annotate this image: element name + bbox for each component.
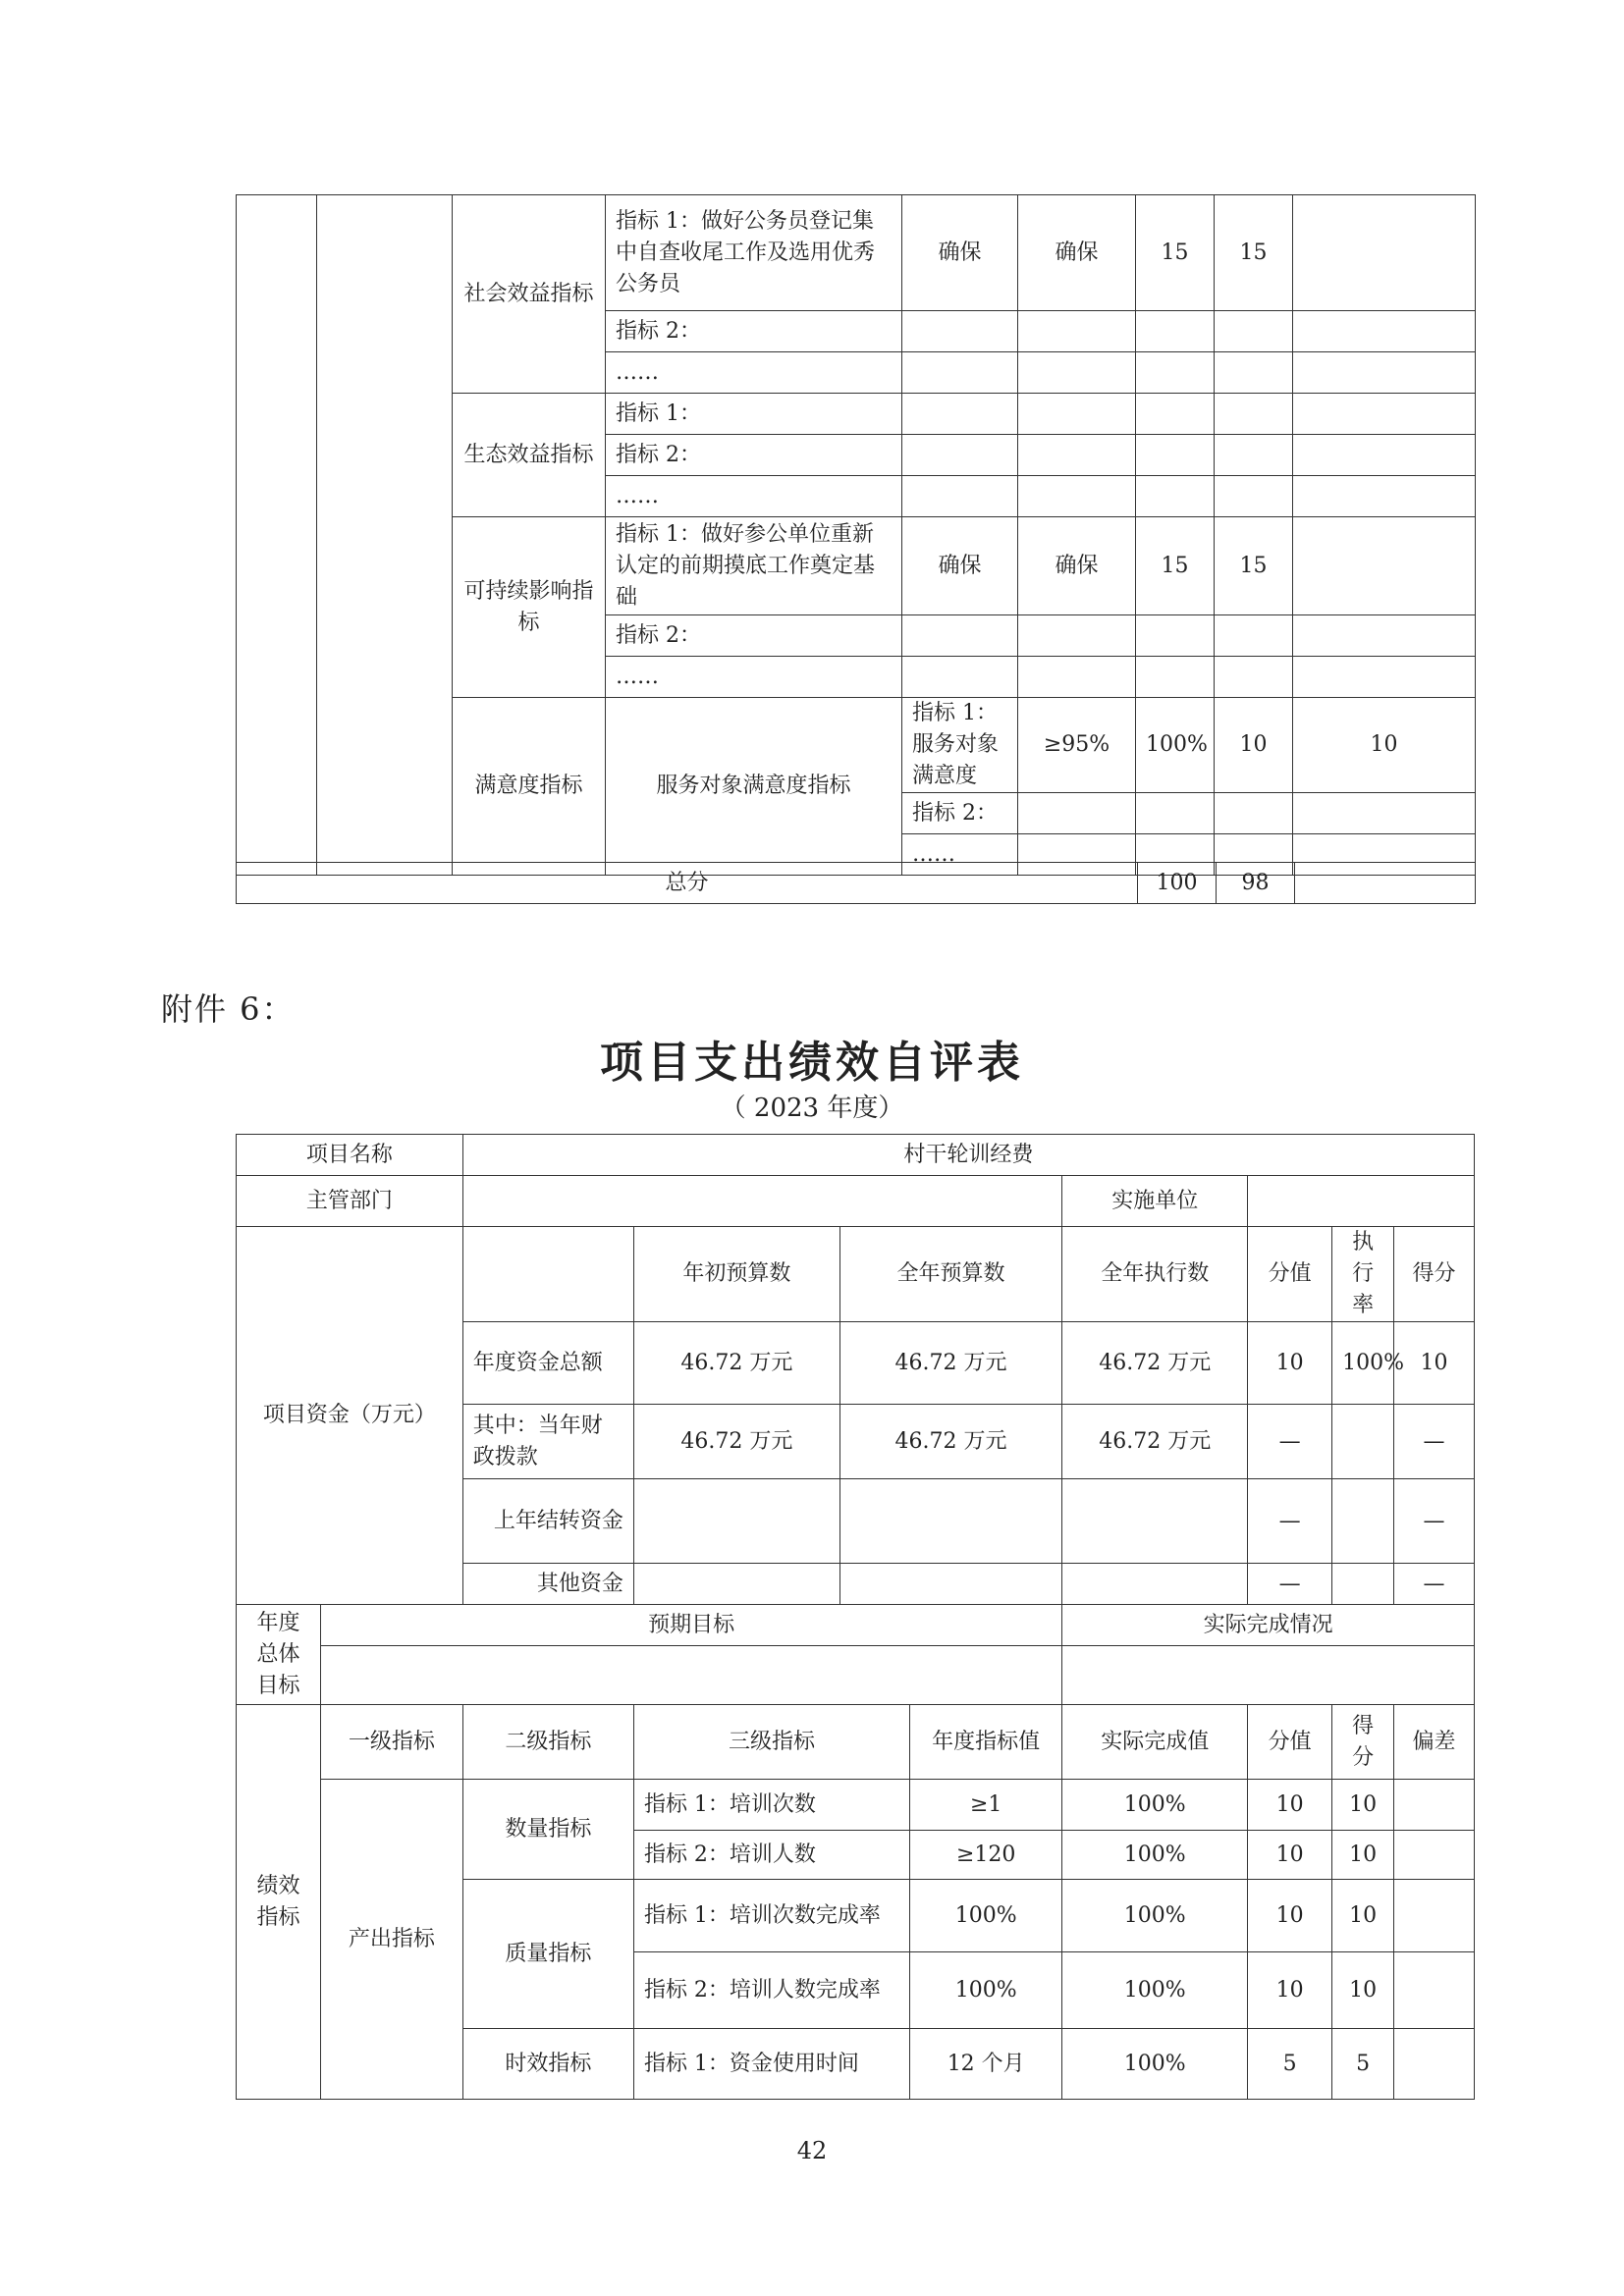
score xyxy=(1215,657,1293,698)
score: 15 xyxy=(1215,195,1293,311)
total-row-table xyxy=(236,862,1476,904)
score-value xyxy=(1136,476,1215,517)
full-value xyxy=(839,1564,1062,1605)
attachment-label: 附件 6： xyxy=(161,990,296,1028)
score: 15 xyxy=(1215,517,1293,615)
target-value: ≥95% xyxy=(1018,698,1136,793)
score-value: 15 xyxy=(1136,517,1215,615)
exec-value xyxy=(1062,1479,1248,1564)
score: 10 xyxy=(1394,1322,1475,1405)
indicator-text: 指标 1：资金使用时间 xyxy=(633,2029,909,2100)
form-title: 项目支出绩效自评表 xyxy=(600,1038,1024,1088)
header-level2: 二级指标 xyxy=(462,1705,633,1780)
indicator-text: 指标 2： xyxy=(606,435,902,476)
score-value: 10 xyxy=(1248,1952,1332,2029)
level1-cell xyxy=(317,195,453,876)
score xyxy=(1215,311,1293,352)
performance-table-continuation xyxy=(236,194,1476,876)
eco-benefit-label: 生态效益指标 xyxy=(453,394,606,517)
deviation xyxy=(1394,1831,1475,1880)
score-value xyxy=(1136,615,1215,657)
score: 10 xyxy=(1332,1880,1394,1952)
indicator-text: …… xyxy=(606,476,902,517)
goals-actual-value xyxy=(1062,1646,1475,1705)
actual-value: 100% xyxy=(1136,698,1215,793)
sustainable-label: 可持续影响指标 xyxy=(453,517,606,698)
indicator-text: 指标 1：培训次数 xyxy=(633,1780,909,1831)
deviation xyxy=(1293,311,1476,352)
header-full-budget: 全年预算数 xyxy=(839,1227,1062,1322)
actual-value: 确保 xyxy=(1018,517,1136,615)
score: — xyxy=(1394,1564,1475,1605)
page-number: 42 xyxy=(796,2137,828,2164)
deviation xyxy=(1293,435,1476,476)
funds-header-blank xyxy=(462,1227,633,1322)
deviation xyxy=(1293,657,1476,698)
target-value xyxy=(902,394,1018,435)
score-value: — xyxy=(1248,1405,1332,1479)
goals-actual-header: 实际完成情况 xyxy=(1062,1605,1475,1646)
total-label: 总分 xyxy=(237,863,1138,904)
indicator-text: 指标 1：培训次数完成率 xyxy=(633,1880,909,1952)
score-value xyxy=(1136,435,1215,476)
social-benefit-label: 社会效益指标 xyxy=(453,195,606,394)
funds-row-label: 上年结转资金 xyxy=(462,1479,633,1564)
dept-value xyxy=(462,1176,1062,1227)
target-value xyxy=(902,615,1018,657)
initial-value: 46.72 万元 xyxy=(633,1322,839,1405)
score: 10 xyxy=(1332,1831,1394,1880)
score xyxy=(1215,615,1293,657)
deviation xyxy=(1293,517,1476,615)
score xyxy=(1215,352,1293,394)
timeliness-label: 时效指标 xyxy=(462,2029,633,2100)
self-evaluation-form xyxy=(236,1134,1475,2100)
score-value: 10 xyxy=(1248,1880,1332,1952)
exec-value: 46.72 万元 xyxy=(1062,1405,1248,1479)
rate-value: 100% xyxy=(1332,1322,1394,1405)
exec-value: 46.72 万元 xyxy=(1062,1322,1248,1405)
score-value: 10 xyxy=(1248,1780,1332,1831)
indicator-text: 指标 2：培训人数 xyxy=(633,1831,909,1880)
score xyxy=(1215,435,1293,476)
indicator-text: …… xyxy=(606,657,902,698)
target-value: 100% xyxy=(910,1880,1062,1952)
header-target: 年度指标值 xyxy=(910,1705,1062,1780)
score: — xyxy=(1394,1405,1475,1479)
header-deviation: 偏差 xyxy=(1394,1705,1475,1780)
perf-label: 绩效指标 xyxy=(237,1705,321,2100)
deviation xyxy=(1394,1880,1475,1952)
target-value xyxy=(902,657,1018,698)
deviation xyxy=(1394,2029,1475,2100)
goals-label: 年度总体目标 xyxy=(237,1605,321,1705)
deviation xyxy=(1293,615,1476,657)
score-value xyxy=(1136,352,1215,394)
target-value: 确保 xyxy=(902,517,1018,615)
total-score: 98 xyxy=(1217,863,1295,904)
indicator-text: 指标 1：做好公务员登记集中自查收尾工作及选用优秀公务员 xyxy=(606,195,902,311)
score xyxy=(1293,793,1476,834)
deviation xyxy=(1293,394,1476,435)
actual-value xyxy=(1018,435,1136,476)
actual-value: 确保 xyxy=(1018,195,1136,311)
score xyxy=(1215,476,1293,517)
perf-level1: 产出指标 xyxy=(321,1780,463,2100)
impl-label: 实施单位 xyxy=(1062,1176,1248,1227)
score xyxy=(1215,394,1293,435)
empty-col1 xyxy=(237,195,317,876)
initial-value xyxy=(633,1564,839,1605)
score: 10 xyxy=(1332,1780,1394,1831)
score-value: 10 xyxy=(1248,1322,1332,1405)
indicator-text: 指标 1：做好参公单位重新认定的前期摸底工作奠定基础 xyxy=(606,517,902,615)
target-value: 确保 xyxy=(902,195,1018,311)
actual-value xyxy=(1018,352,1136,394)
actual-value: 100% xyxy=(1062,1831,1248,1880)
project-name-value: 村干轮训经费 xyxy=(462,1135,1474,1176)
target-value xyxy=(902,476,1018,517)
full-value xyxy=(839,1479,1062,1564)
quality-label: 质量指标 xyxy=(462,1880,633,2029)
score-value: 10 xyxy=(1215,698,1293,793)
deviation xyxy=(1394,1780,1475,1831)
indicator-text: 指标 1： xyxy=(606,394,902,435)
target-value xyxy=(902,311,1018,352)
actual-value xyxy=(1018,394,1136,435)
goals-expected-value xyxy=(321,1646,1062,1705)
header-score-value: 分值 xyxy=(1248,1705,1332,1780)
funds-row-label: 年度资金总额 xyxy=(462,1322,633,1405)
score: — xyxy=(1394,1479,1475,1564)
form-year: （ 2023 年度） xyxy=(720,1094,904,1123)
header-initial-budget: 年初预算数 xyxy=(633,1227,839,1322)
exec-value xyxy=(1062,1564,1248,1605)
actual-value: 100% xyxy=(1062,1780,1248,1831)
score: 5 xyxy=(1332,2029,1394,2100)
indicator-text: …… xyxy=(606,352,902,394)
target-value: 100% xyxy=(910,1952,1062,2029)
score-value xyxy=(1136,394,1215,435)
full-value: 46.72 万元 xyxy=(839,1322,1062,1405)
total-deviation xyxy=(1295,863,1476,904)
deviation xyxy=(1293,195,1476,311)
deviation xyxy=(1293,476,1476,517)
deviation xyxy=(1293,352,1476,394)
target-value: ≥1 xyxy=(910,1780,1062,1831)
score: 10 xyxy=(1293,698,1476,793)
indicator-text: 指标 2： xyxy=(606,615,902,657)
satisfaction-label: 服务对象满意度指标 xyxy=(606,698,902,876)
header-level3: 三级指标 xyxy=(633,1705,909,1780)
rate-value xyxy=(1332,1405,1394,1479)
header-score: 得分 xyxy=(1394,1227,1475,1322)
target-value: 12 个月 xyxy=(910,2029,1062,2100)
indicator-text: 指标 1：服务对象满意度 xyxy=(902,698,1018,793)
funds-label: 项目资金（万元） xyxy=(237,1227,463,1605)
indicator-text: 指标 2：培训人数完成率 xyxy=(633,1952,909,2029)
target-value xyxy=(902,435,1018,476)
indicator-text: 指标 2： xyxy=(902,793,1018,834)
score-value: 10 xyxy=(1248,1831,1332,1880)
satisfaction-level1: 满意度指标 xyxy=(453,698,606,876)
total-score-value: 100 xyxy=(1138,863,1217,904)
target-value: ≥120 xyxy=(910,1831,1062,1880)
actual-value: 100% xyxy=(1062,1952,1248,2029)
deviation xyxy=(1394,1952,1475,2029)
rate-value xyxy=(1332,1564,1394,1605)
rate-value xyxy=(1332,1479,1394,1564)
dept-label: 主管部门 xyxy=(237,1176,463,1227)
score-value: 5 xyxy=(1248,2029,1332,2100)
quantity-label: 数量指标 xyxy=(462,1780,633,1880)
score-value: 15 xyxy=(1136,195,1215,311)
target-value xyxy=(902,352,1018,394)
score-value: — xyxy=(1248,1564,1332,1605)
project-name-label: 项目名称 xyxy=(237,1135,463,1176)
actual-value xyxy=(1136,793,1215,834)
actual-value xyxy=(1018,311,1136,352)
score: 10 xyxy=(1332,1952,1394,2029)
indicator-text: …… xyxy=(902,834,1018,876)
full-value: 46.72 万元 xyxy=(839,1405,1062,1479)
impl-value xyxy=(1248,1176,1475,1227)
actual-value xyxy=(1018,657,1136,698)
actual-value: 100% xyxy=(1062,1880,1248,1952)
score-value xyxy=(1215,793,1293,834)
header-level1: 一级指标 xyxy=(321,1705,463,1780)
score-value xyxy=(1136,311,1215,352)
target-value xyxy=(1018,793,1136,834)
actual-value xyxy=(1018,615,1136,657)
initial-value xyxy=(633,1479,839,1564)
actual-value: 100% xyxy=(1062,2029,1248,2100)
funds-row-label: 其他资金 xyxy=(462,1564,633,1605)
initial-value: 46.72 万元 xyxy=(633,1405,839,1479)
actual-value xyxy=(1018,476,1136,517)
indicator-text: 指标 2： xyxy=(606,311,902,352)
funds-row-label: 其中：当年财政拨款 xyxy=(462,1405,633,1479)
score-value xyxy=(1136,657,1215,698)
header-rate: 执行率 xyxy=(1332,1227,1394,1322)
header-score: 得分 xyxy=(1332,1705,1394,1780)
header-score-value: 分值 xyxy=(1248,1227,1332,1322)
header-exec: 全年执行数 xyxy=(1062,1227,1248,1322)
header-actual: 实际完成值 xyxy=(1062,1705,1248,1780)
goals-expected-header: 预期目标 xyxy=(321,1605,1062,1646)
score-value: — xyxy=(1248,1479,1332,1564)
